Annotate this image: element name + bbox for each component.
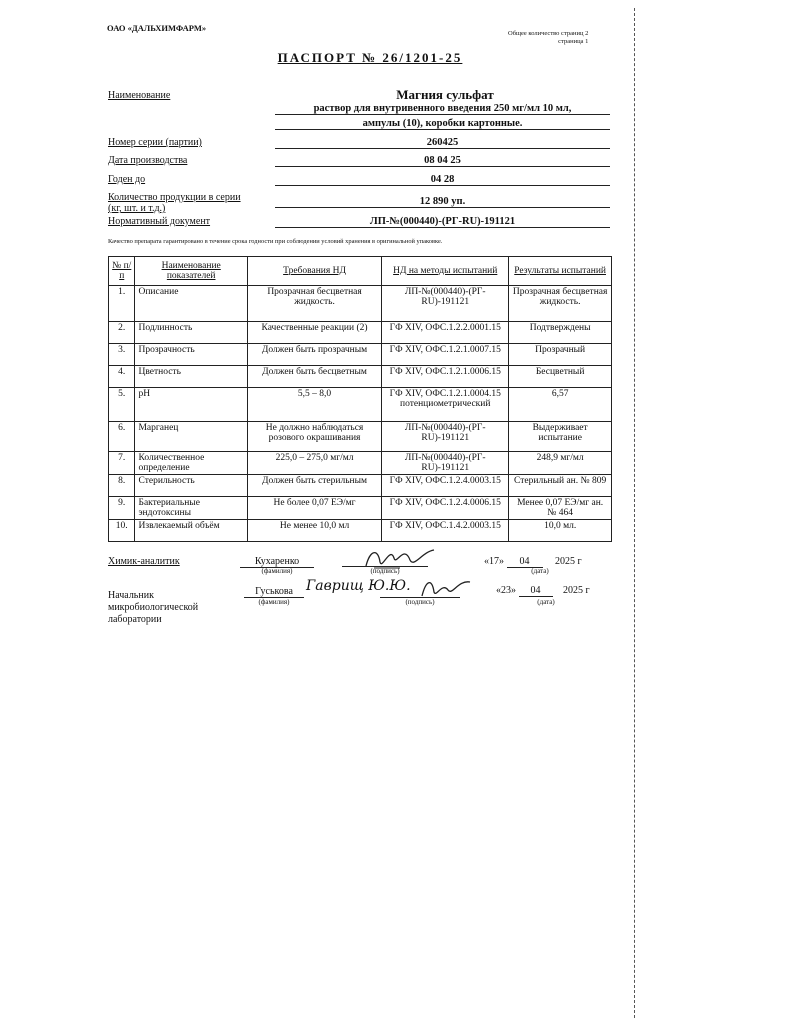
table-row [109, 475, 612, 497]
row-requirement: Прозрачная бесцветная жидкость. [247, 286, 381, 322]
row-requirement: Не более 0,07 ЕЭ/мг [247, 497, 381, 520]
row-indicator: Описание [135, 286, 247, 322]
head-label: Начальник микробиологической лаборатории [108, 590, 199, 625]
row-num: 5. [109, 388, 135, 422]
table-row [109, 497, 612, 520]
row-method: ГФ XIV, ОФС.1.2.1.0006.15 [382, 366, 509, 388]
row-num: 8. [109, 475, 135, 497]
header-num: № п/п [109, 257, 135, 286]
header-results: Результаты испытаний [509, 257, 612, 286]
quality-guarantee: Качество препарата гарантировано в течение срока годности при соблюдении условий хранения в оригинальной упаковке. [108, 238, 443, 245]
header-methods: НД на методы испытаний [382, 257, 509, 286]
row-num: 3. [109, 344, 135, 366]
row-requirement: 225,0 – 275,0 мг/мл [247, 452, 381, 475]
passport-title: ПАСПОРТ № 26/1201-25 [277, 50, 463, 65]
row-num: 10. [109, 520, 135, 542]
table-row [109, 286, 612, 322]
product-packaging: ампулы (10), коробки картонные. [275, 118, 610, 130]
table-row [109, 452, 612, 475]
page-counter: Общее количество страниц 2 страница 1 [508, 30, 589, 45]
expiry-label: Годен до [108, 174, 146, 185]
row-result: Бесцветный [509, 366, 612, 388]
row-requirement: Качественные реакции (2) [247, 322, 381, 344]
table-row [109, 344, 612, 366]
series-value: 260425 [275, 137, 610, 149]
chemist-surname-caption: (фамилия) [261, 567, 293, 575]
row-result: Менее 0,07 ЕЭ/мг ан. № 464 [509, 497, 612, 520]
normative-value: ЛП-№(000440)-(РГ-RU)-191121 [275, 216, 610, 228]
row-indicator: Извлекаемый объём [135, 520, 247, 542]
date-label: Дата производства [108, 155, 188, 166]
head-handwritten-name: Гаврищ Ю.Ю. [306, 578, 411, 594]
chemist-name: Кухаренко [240, 556, 314, 568]
header-requirements: Требования НД [247, 257, 381, 286]
row-requirement: Не менее 10,0 мл [247, 520, 381, 542]
table-row [109, 422, 612, 452]
row-requirement: Должен быть бесцветным [247, 366, 381, 388]
row-indicator: Цветность [135, 366, 247, 388]
row-method: ГФ XIV, ОФС.1.2.1.0004.15 потенциометрический [382, 388, 509, 422]
row-requirement: Не должно наблюдаться розового окрашивания [247, 422, 381, 452]
chemist-date-caption: (дата) [531, 567, 549, 575]
row-num: 9. [109, 497, 135, 520]
row-indicator: Прозрачность [135, 344, 247, 366]
page-edge-line [634, 8, 635, 1018]
row-result: Подтверждены [509, 322, 612, 344]
chemist-label: Химик-аналитик [108, 556, 180, 567]
head-signature-caption: (подпись) [405, 598, 435, 606]
row-method: ГФ XIV, ОФС.1.2.4.0006.15 [382, 497, 509, 520]
row-num: 2. [109, 322, 135, 344]
row-result: Прозрачный [509, 344, 612, 366]
row-method: ЛП-№(000440)-(РГ-RU)-191121 [382, 452, 509, 475]
row-method: ГФ XIV, ОФС.1.2.2.0001.15 [382, 322, 509, 344]
head-signature [418, 574, 474, 602]
header-indicator: Наименование показателей [135, 257, 247, 286]
chemist-signature-caption: (подпись) [370, 567, 400, 575]
row-method: ГФ XIV, ОФС.1.2.4.0003.15 [382, 475, 509, 497]
product-form: раствор для внутривенного введения 250 мг/мл 10 мл, [275, 103, 610, 115]
row-indicator: Бактериальные эндотоксины [135, 497, 247, 520]
row-indicator: Подлинность [135, 322, 247, 344]
quantity-label: Количество продукции в серии (кг, шт. и т.д.) [108, 192, 241, 214]
row-indicator: Количественное определение [135, 452, 247, 475]
row-result: Выдерживает испытание [509, 422, 612, 452]
table-row [109, 520, 612, 542]
quantity-value: 12 890 уп. [275, 196, 610, 208]
name-label: Наименование [108, 90, 171, 101]
row-method: ЛП-№(000440)-(РГ-RU)-191121 [382, 286, 509, 322]
chemist-signature [360, 540, 440, 574]
row-method: ГФ XIV, ОФС.1.4.2.0003.15 [382, 520, 509, 542]
row-num: 4. [109, 366, 135, 388]
row-method: ЛП-№(000440)-(РГ-RU)-191121 [382, 422, 509, 452]
chemist-date: «17» 04 2025 г [484, 556, 582, 567]
row-num: 6. [109, 422, 135, 452]
table-header-row [109, 257, 612, 286]
series-label: Номер серии (партии) [108, 137, 202, 148]
row-result: Стерильный ан. № 809 [509, 475, 612, 497]
row-result: Прозрачная бесцветная жидкость. [509, 286, 612, 322]
head-surname-caption: (фамилия) [258, 598, 290, 606]
row-result: 248,9 мг/мл [509, 452, 612, 475]
tests-table [108, 256, 612, 542]
table-row [109, 322, 612, 344]
row-requirement: Должен быть стерильным [247, 475, 381, 497]
row-indicator: pH [135, 388, 247, 422]
row-num: 7. [109, 452, 135, 475]
head-name: Гуськова [244, 586, 304, 598]
row-result: 10,0 мл. [509, 520, 612, 542]
table-row [109, 366, 612, 388]
row-num: 1. [109, 286, 135, 322]
normative-label: Нормативный документ [108, 216, 211, 227]
row-requirement: 5,5 – 8,0 [247, 388, 381, 422]
table-row [109, 388, 612, 422]
row-requirement: Должен быть прозрачным [247, 344, 381, 366]
row-result: 6,57 [509, 388, 612, 422]
row-indicator: Марганец [135, 422, 247, 452]
row-method: ГФ XIV, ОФС.1.2.1.0007.15 [382, 344, 509, 366]
head-date: «23» 04 2025 г [496, 585, 590, 596]
production-date: 08 04 25 [275, 155, 610, 167]
head-date-caption: (дата) [537, 598, 555, 606]
row-indicator: Стерильность [135, 475, 247, 497]
product-name: Магния сульфат [396, 87, 494, 102]
company-name: ОАО «ДАЛЬХИМФАРМ» [107, 23, 207, 33]
expiry-date: 04 28 [275, 174, 610, 186]
